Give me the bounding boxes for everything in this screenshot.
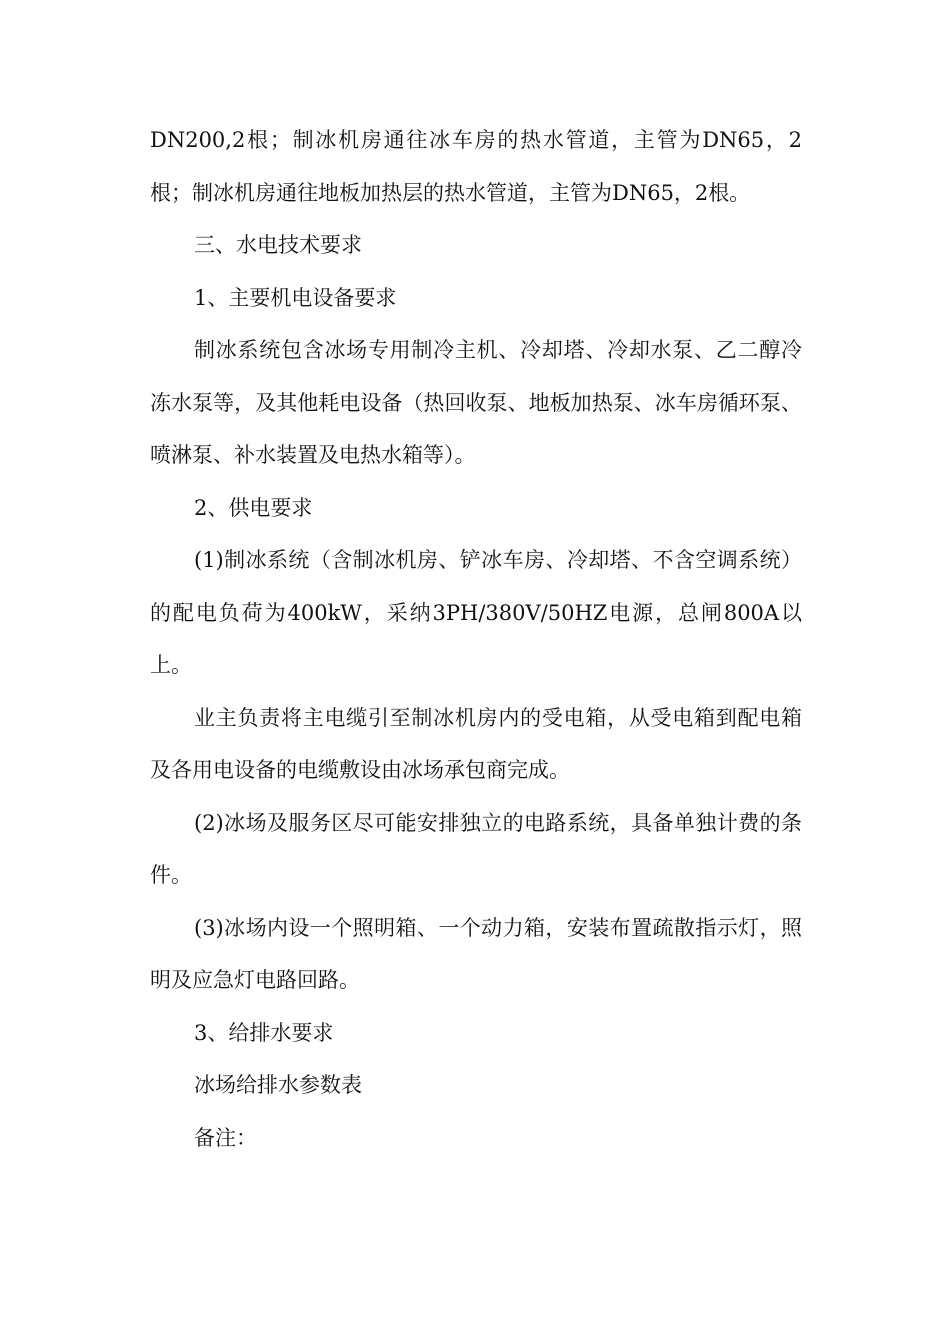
paragraph-power-load: (1)制冰系统（含制冰机房、铲冰车房、冷却塔、不含空调系统）的配电负荷为400kW，采纳3PH/380V/50HZ电源，总闸800A以上。 (150, 548, 802, 677)
document-body (150, 114, 802, 1164)
subsection-heading-power-supply: 2、供电要求 (194, 495, 313, 520)
subsection-heading-equipment: 1、主要机电设备要求 (194, 285, 397, 310)
note-label: 备注： (194, 1125, 257, 1150)
paragraph-equipment: 制冰系统包含冰场专用制冷主机、冷却塔、冷却水泵、乙二醇冷冻水泵等，及其他耗电设备（热回收泵、地板加热泵、冰车房循环泵、喷淋泵、补水装置及电热水箱等）。 (150, 338, 802, 467)
section-heading-water-electric: 三、水电技术要求 (194, 233, 362, 257)
subsection-heading-water-supply: 3、给排水要求 (194, 1020, 334, 1045)
paragraph-owner-responsibility: 业主负责将主电缆引至制冰机房内的受电箱，从受电箱到配电箱及各用电设备的电缆敷设由冰场承包商完成。 (150, 705, 802, 782)
table-caption-water-params: 冰场给排水参数表 (194, 1073, 362, 1097)
paragraph-lighting-box: (3)冰场内设一个照明箱、一个动力箱，安装布置疏散指示灯，照明及应急灯电路回路。 (150, 915, 802, 992)
paragraph-independent-circuit: (2)冰场及服务区尽可能安排独立的电路系统，具备单独计费的条件。 (150, 810, 802, 887)
paragraph-pipes-continued: DN200,2根；制冰机房通往冰车房的热水管道，主管为DN65，2根；制冰机房通往地板加热层的热水管道，主管为DN65，2根。 (150, 128, 802, 205)
